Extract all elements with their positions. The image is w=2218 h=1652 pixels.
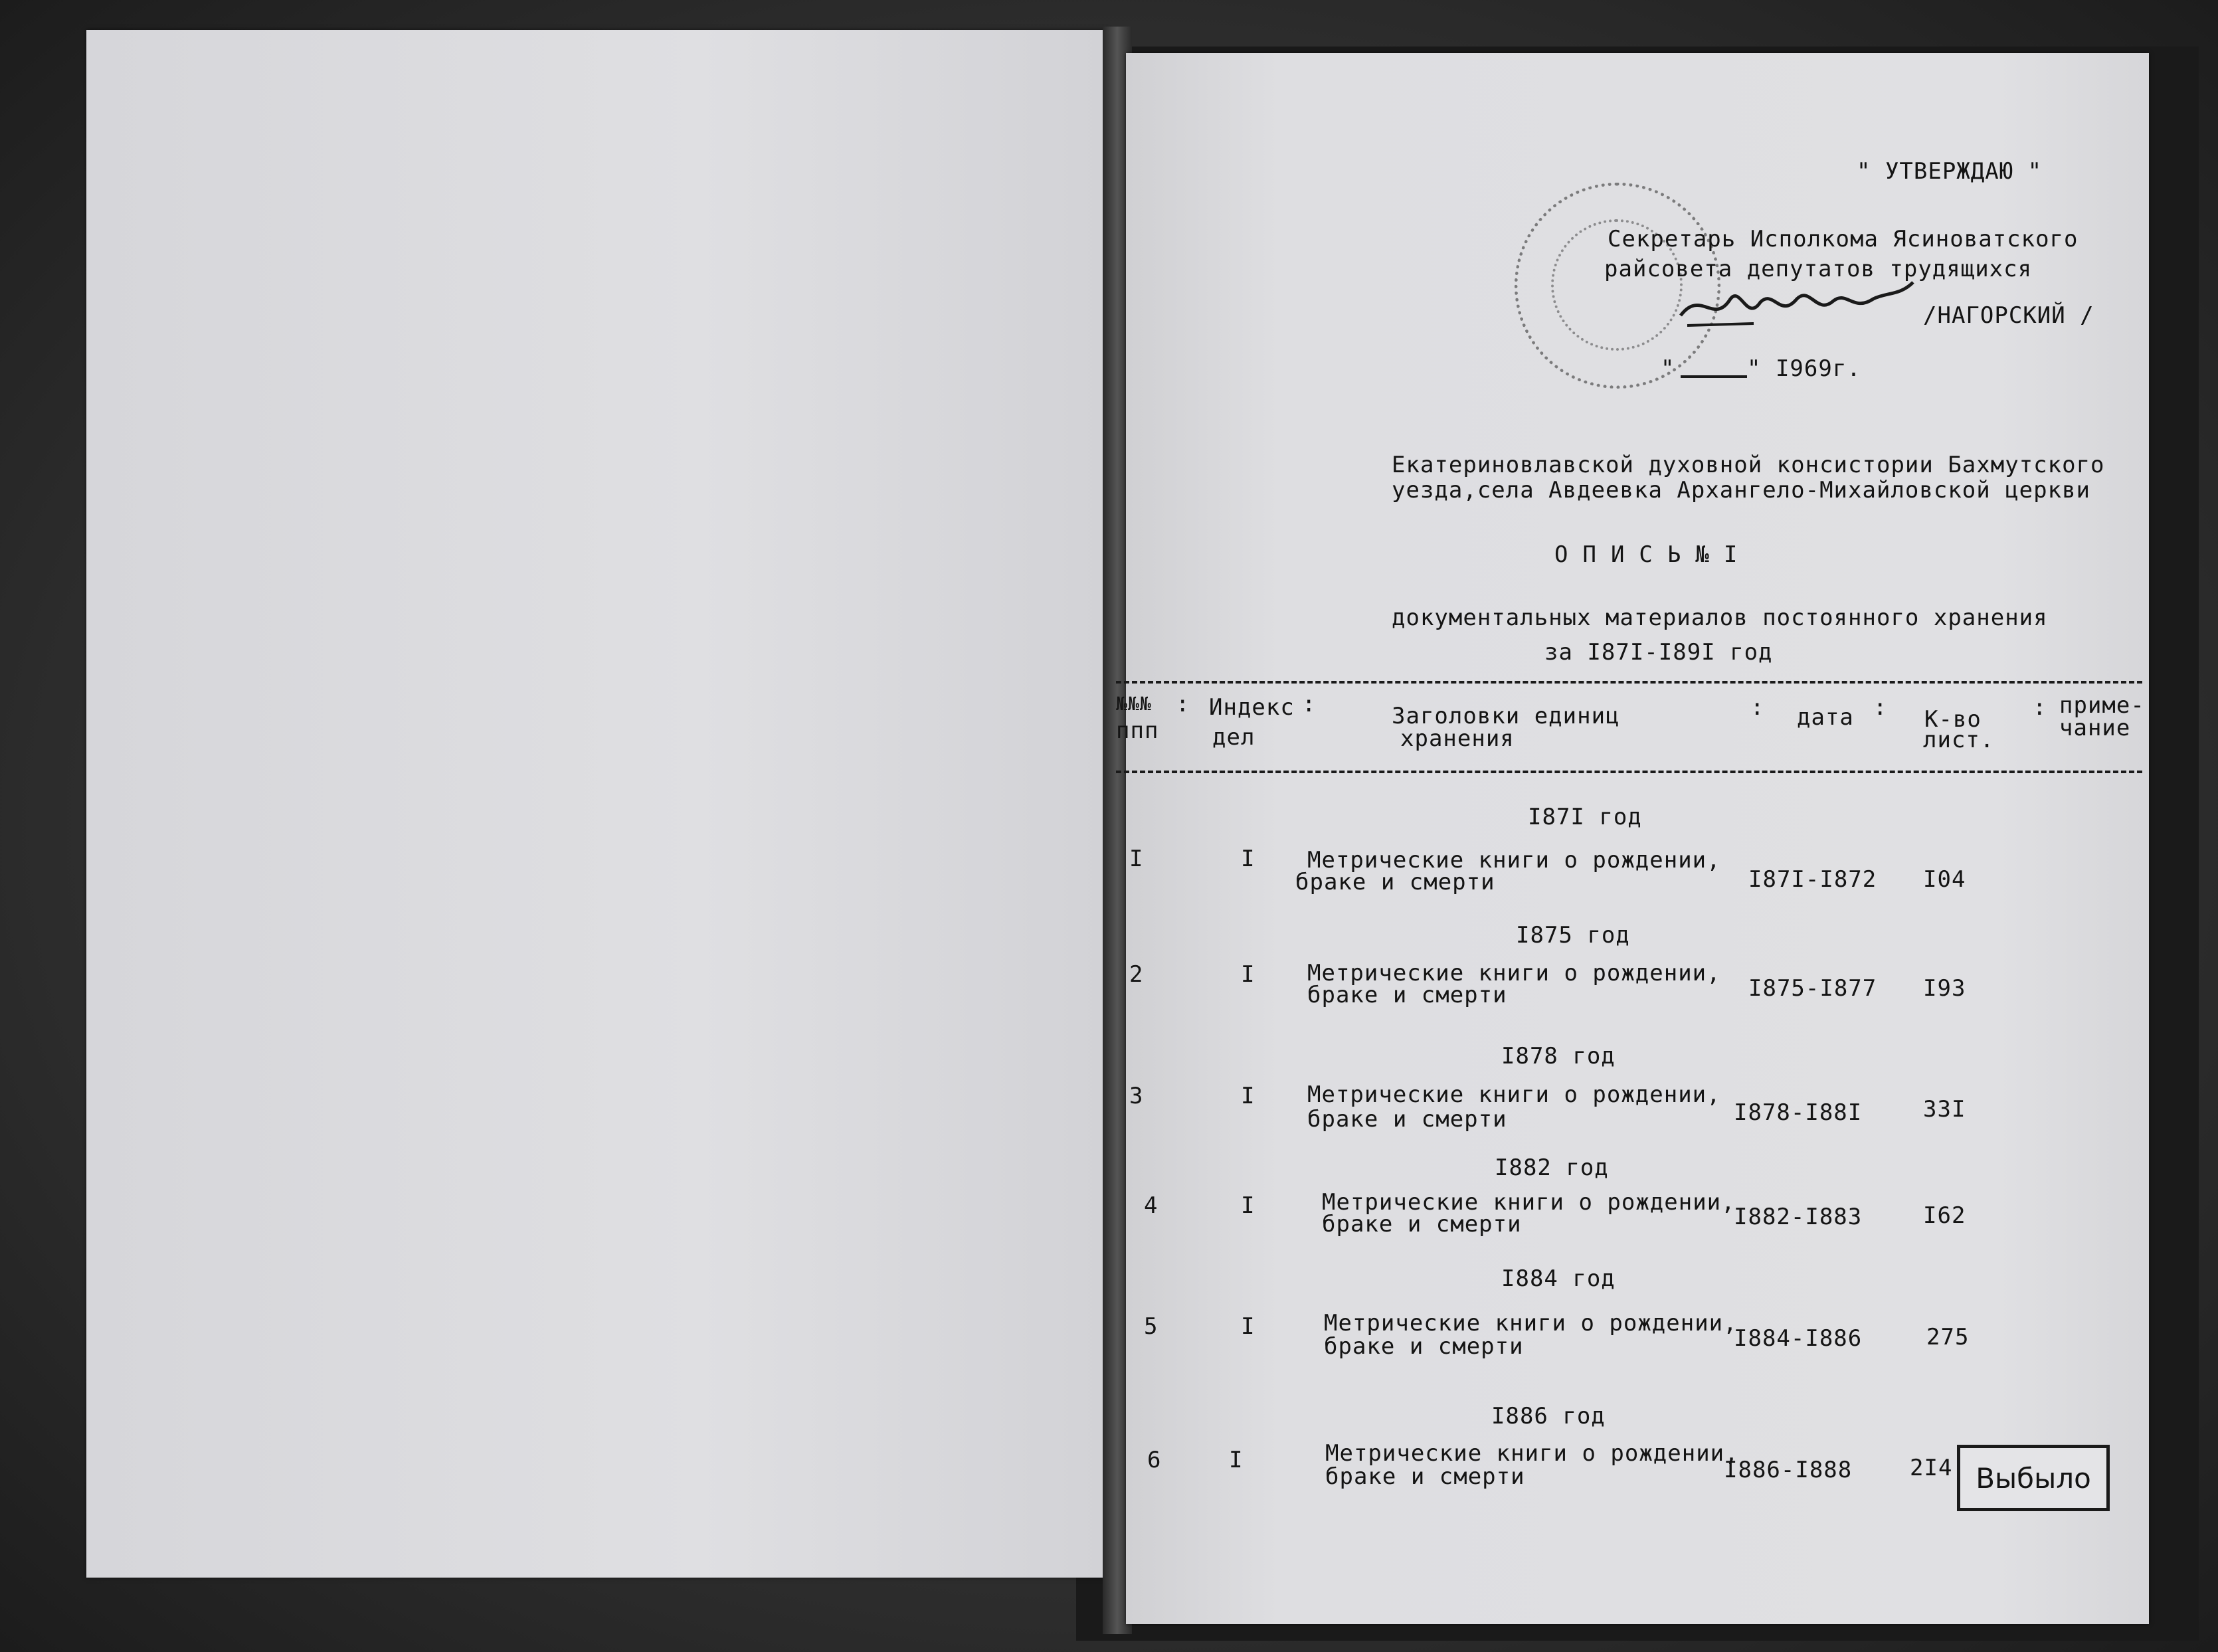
row-index: I xyxy=(1241,846,1255,872)
date-blank-line xyxy=(1681,375,1747,378)
row-title-line-1: Метрические книги о рождении, xyxy=(1324,1310,1738,1336)
col-sheets-header-bottom: лист. xyxy=(1923,727,1995,753)
row-date: I886-I888 xyxy=(1724,1457,1853,1483)
col-num-header-top: №№№ xyxy=(1116,693,1152,715)
row-sheets: I62 xyxy=(1923,1202,1966,1229)
year-heading: I882 год xyxy=(1495,1154,1609,1181)
col-date-header: дата xyxy=(1797,704,1854,731)
approval-date-open-quote: " xyxy=(1661,355,1675,382)
table-header-rule xyxy=(1116,771,2142,773)
year-heading: I87I год xyxy=(1528,804,1642,830)
row-index: I xyxy=(1241,1313,1255,1340)
row-title-line-1: Метрические книги о рождении, xyxy=(1307,847,1721,873)
year-heading: I886 год xyxy=(1491,1403,1606,1429)
header-line-2: уезда,села Авдеевка Архангело-Михайловской церкви xyxy=(1392,477,2091,504)
row-date: I878-I88I xyxy=(1734,1099,1863,1126)
row-title-line-2: браке и смерти xyxy=(1307,1106,1507,1133)
row-sheets: I04 xyxy=(1923,866,1966,893)
row-date: I884-I886 xyxy=(1734,1325,1863,1352)
header-line-1: Екатериновлавской духовной консистории Бахмутского xyxy=(1392,452,2105,478)
row-number: I xyxy=(1129,846,1144,872)
row-number: 6 xyxy=(1147,1447,1162,1473)
approval-signatory: /НАГОРСКИЙ / xyxy=(1923,302,2094,329)
table-top-rule xyxy=(1116,681,2142,684)
inventory-title: ОПИСЬ№I xyxy=(1554,541,1752,568)
col-sep-2: : xyxy=(1302,691,1317,717)
subtitle-line-2: за I87I-I89I год xyxy=(1544,639,1773,666)
row-date: I882-I883 xyxy=(1734,1204,1863,1230)
col-title-header-bottom: хранения xyxy=(1400,725,1515,752)
row-title-line-2: браке и смерти xyxy=(1325,1463,1525,1490)
row-index: I xyxy=(1241,1192,1255,1219)
col-sep-3: : xyxy=(1750,694,1765,721)
year-heading: I875 год xyxy=(1516,922,1630,949)
approval-line-1: Секретарь Исполкома Ясиноватского xyxy=(1608,226,2079,252)
row-title-line-2: браке и смерти xyxy=(1307,982,1507,1008)
row-sheets: 33I xyxy=(1923,1096,1966,1123)
col-index-header-top: Индекс xyxy=(1209,694,1295,721)
row-date: I875-I877 xyxy=(1748,975,1877,1002)
row-title-line-1: Метрические книги о рождении, xyxy=(1325,1440,1739,1467)
col-sheets-header-top: К-во xyxy=(1924,706,1982,733)
row-title-line-2: браке и смерти xyxy=(1324,1333,1524,1360)
row-index: I xyxy=(1241,1083,1255,1109)
row-sheets: 2I4 xyxy=(1910,1455,1953,1481)
col-sep-1: : xyxy=(1176,691,1190,717)
row-number: 4 xyxy=(1144,1192,1158,1219)
col-num-header-bottom: ппп xyxy=(1116,717,1159,744)
col-index-header-bottom: дел xyxy=(1212,724,1255,751)
row-title-line-2: браке и смерти xyxy=(1322,1211,1522,1238)
approval-date: " I969г. xyxy=(1747,355,1861,382)
row-sheets: 275 xyxy=(1926,1324,1970,1350)
row-title-line-2: браке и смерти xyxy=(1295,869,1495,895)
row-number: 2 xyxy=(1129,961,1144,988)
left-blank-page xyxy=(86,30,1109,1578)
row-date: I87I-I872 xyxy=(1748,866,1877,893)
col-sep-5: : xyxy=(2033,694,2047,721)
subtitle-line-1: документальных материалов постоянного хранения xyxy=(1392,604,2048,631)
row-sheets: I93 xyxy=(1923,975,1966,1002)
row-number: 5 xyxy=(1144,1313,1158,1340)
withdrawn-stamp: Выбыло xyxy=(1957,1445,2110,1511)
row-number: 3 xyxy=(1129,1083,1144,1109)
col-note-header-top: приме- xyxy=(2059,692,2145,719)
handwritten-signature xyxy=(1674,262,1926,342)
approval-line-2: райсовета депутатов трудящихся xyxy=(1604,256,2033,282)
row-index: I xyxy=(1241,961,1255,988)
col-note-header-bottom: чание xyxy=(2059,715,2131,741)
row-title-line-1: Метрические книги о рождении, xyxy=(1307,960,1721,986)
year-heading: I878 год xyxy=(1501,1043,1616,1069)
approval-heading: " УТВЕРЖДАЮ " xyxy=(1857,158,2043,185)
row-index: I xyxy=(1229,1447,1244,1473)
col-sep-4: : xyxy=(1873,694,1888,721)
row-title-line-1: Метрические книги о рождении, xyxy=(1322,1189,1736,1216)
col-title-header-top: Заголовки единиц xyxy=(1392,703,1620,729)
year-heading: I884 год xyxy=(1501,1265,1616,1292)
row-title-line-1: Метрические книги о рождении, xyxy=(1307,1081,1721,1108)
